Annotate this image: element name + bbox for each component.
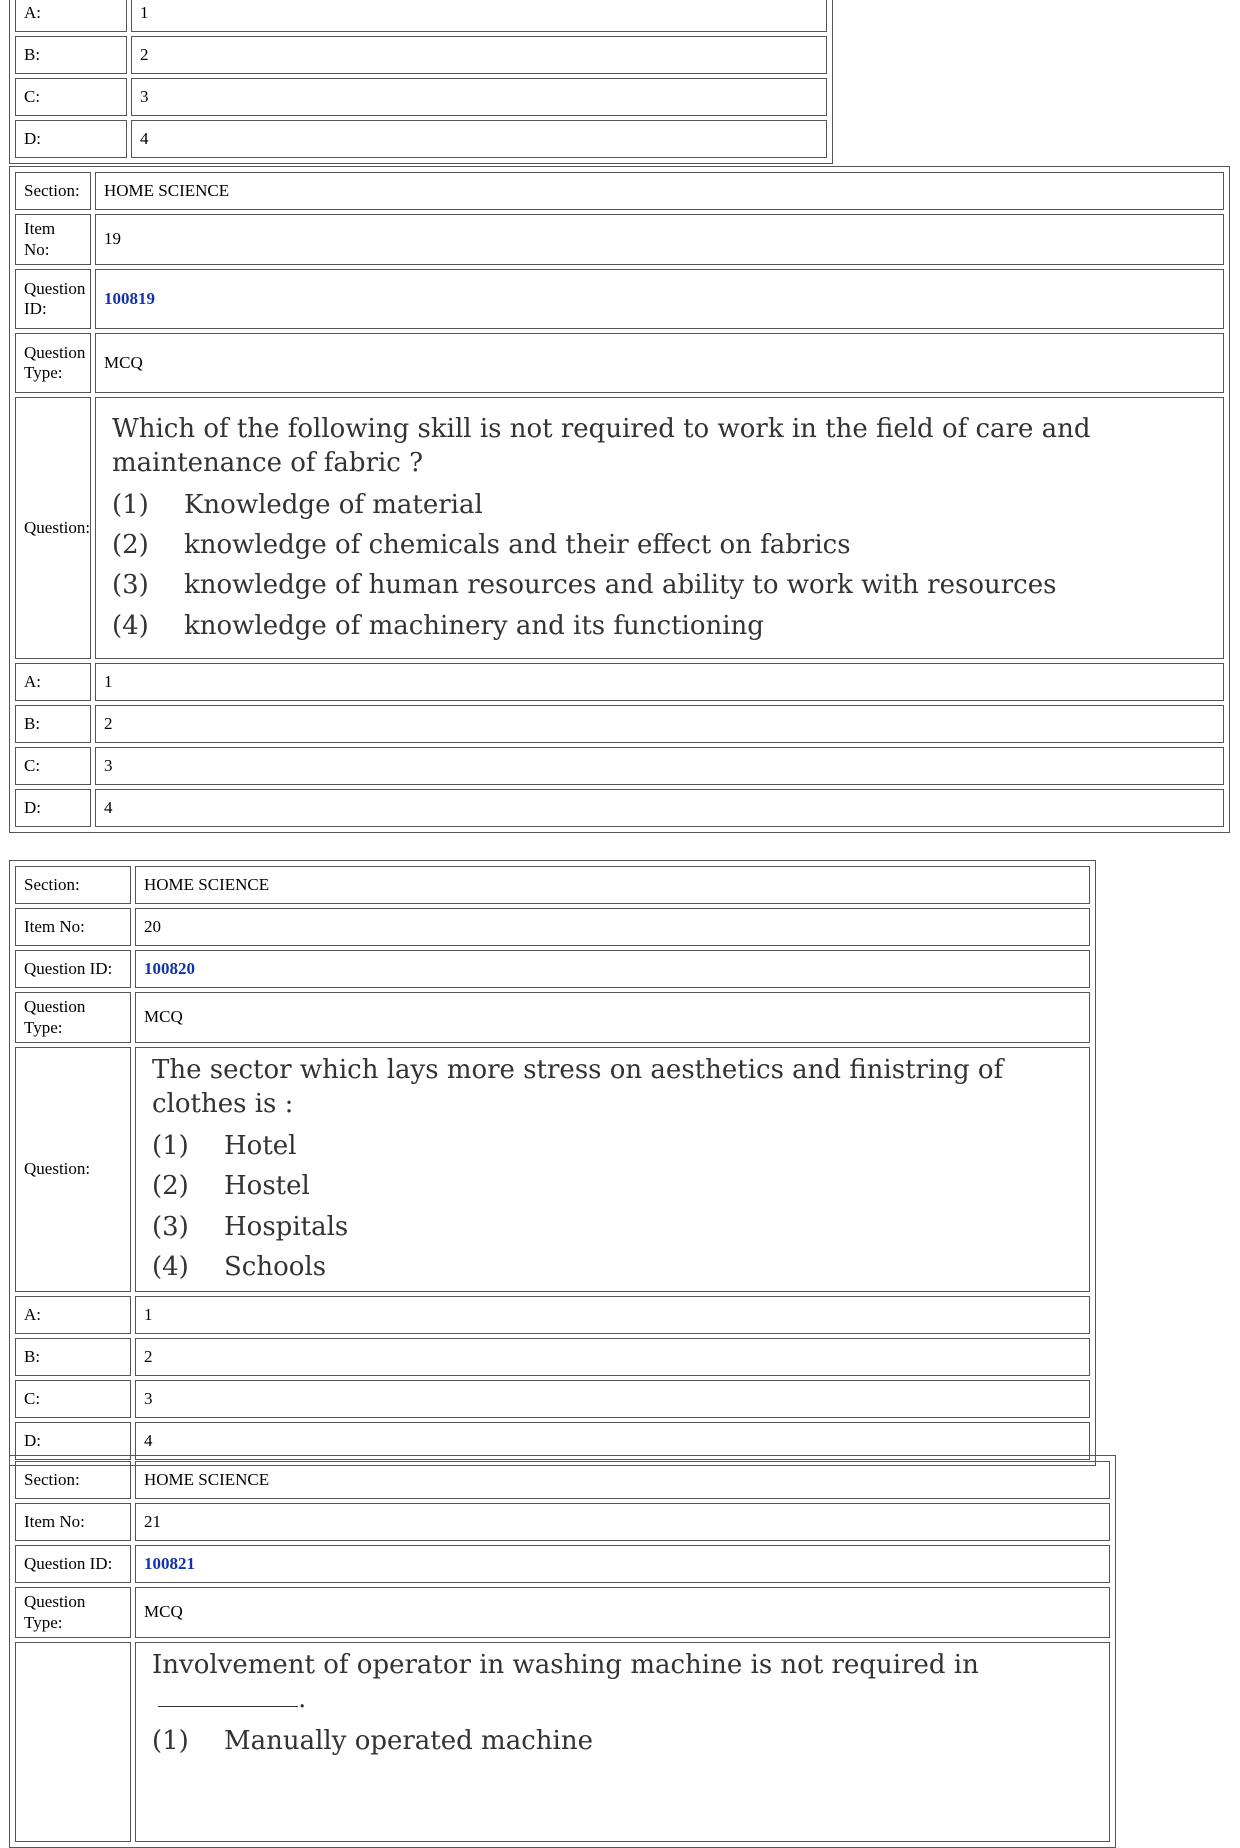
answer-c: 3 bbox=[95, 747, 1224, 785]
section-value: HOME SCIENCE bbox=[135, 866, 1090, 904]
item-no-value: 21 bbox=[135, 1503, 1110, 1541]
label-c: C: bbox=[15, 78, 127, 116]
question-body bbox=[95, 397, 1224, 659]
question-table-partial bbox=[9, 0, 833, 164]
option-4 bbox=[152, 1247, 1081, 1287]
question-table-20 bbox=[9, 860, 1096, 1466]
option-number: (1) bbox=[152, 1726, 189, 1757]
label-question-type: Question Type: bbox=[15, 1587, 131, 1638]
option-text: knowledge of machinery and its functioning bbox=[184, 610, 764, 641]
question-body bbox=[135, 1047, 1090, 1292]
label-item-no: Item No: bbox=[15, 214, 91, 265]
question-type-value: MCQ bbox=[135, 1587, 1110, 1638]
label-item-no: Item No: bbox=[15, 1503, 131, 1541]
label-d: D: bbox=[15, 120, 127, 158]
option-text: Knowledge of material bbox=[184, 489, 483, 520]
label-question-type: Question Type: bbox=[15, 333, 91, 393]
answer-blank bbox=[158, 1705, 298, 1707]
answer-c: 3 bbox=[135, 1380, 1090, 1418]
answer-a: 1 bbox=[131, 0, 827, 32]
option-1 bbox=[152, 1721, 1101, 1761]
answer-b: 2 bbox=[95, 705, 1224, 743]
label-d: D: bbox=[15, 1422, 131, 1460]
item-no-value: 19 bbox=[95, 214, 1224, 265]
label-a: A: bbox=[15, 0, 127, 32]
option-text: Schools bbox=[224, 1251, 327, 1282]
label-c: C: bbox=[15, 747, 91, 785]
answer-d: 4 bbox=[95, 789, 1224, 827]
label-b: B: bbox=[15, 1338, 131, 1376]
question-table-21 bbox=[9, 1455, 1116, 1848]
question-text: Which of the following skill is not required to work in the field of care and maintenance of fabric ? bbox=[112, 414, 1091, 478]
option-3 bbox=[112, 565, 1215, 605]
label-question-empty bbox=[15, 1642, 131, 1842]
answer-b: 2 bbox=[135, 1338, 1090, 1376]
option-number: (2) bbox=[152, 1171, 189, 1202]
option-text: knowledge of chemicals and their effect on fabrics bbox=[184, 529, 851, 560]
label-c: C: bbox=[15, 1380, 131, 1418]
answer-d: 4 bbox=[135, 1422, 1090, 1460]
label-question-id: Question ID: bbox=[15, 269, 91, 329]
option-1 bbox=[112, 485, 1215, 525]
label-d: D: bbox=[15, 789, 91, 827]
label-question-id: Question ID: bbox=[15, 1545, 131, 1583]
option-3 bbox=[152, 1207, 1081, 1247]
label-a: A: bbox=[15, 1296, 131, 1334]
label-section: Section: bbox=[15, 172, 91, 210]
label-question-id: Question ID: bbox=[15, 950, 131, 988]
question-text bbox=[152, 1649, 1101, 1717]
answer-a: 1 bbox=[95, 663, 1224, 701]
option-2 bbox=[152, 1166, 1081, 1206]
option-number: (4) bbox=[112, 610, 149, 641]
option-number: (2) bbox=[112, 529, 149, 560]
label-b: B: bbox=[15, 705, 91, 743]
label-item-no: Item No: bbox=[15, 908, 131, 946]
label-question-type: Question Type: bbox=[15, 992, 131, 1043]
label-section: Section: bbox=[15, 1461, 131, 1499]
label-a: A: bbox=[15, 663, 91, 701]
option-number: (1) bbox=[152, 1131, 189, 1162]
question-id-value: 100821 bbox=[135, 1545, 1110, 1583]
section-value: HOME SCIENCE bbox=[135, 1461, 1110, 1499]
option-text: Manually operated machine bbox=[224, 1726, 593, 1757]
option-text: Hostel bbox=[224, 1171, 310, 1202]
label-section: Section: bbox=[15, 866, 131, 904]
item-no-value: 20 bbox=[135, 908, 1090, 946]
label-b: B: bbox=[15, 36, 127, 74]
question-text: The sector which lays more stress on aesthetics and finistring of clothes is : bbox=[152, 1055, 1004, 1120]
label-question: Question: bbox=[15, 1047, 131, 1292]
question-type-value: MCQ bbox=[135, 992, 1090, 1043]
option-text: Hotel bbox=[224, 1131, 297, 1162]
option-4 bbox=[112, 606, 1215, 646]
option-1 bbox=[152, 1126, 1081, 1166]
answer-d: 4 bbox=[131, 120, 827, 158]
answer-a: 1 bbox=[135, 1296, 1090, 1334]
option-number: (1) bbox=[112, 489, 149, 520]
section-value: HOME SCIENCE bbox=[95, 172, 1224, 210]
question-table-19 bbox=[9, 166, 1230, 833]
option-text: Hospitals bbox=[224, 1211, 349, 1242]
question-id-value: 100819 bbox=[95, 269, 1224, 329]
option-text: knowledge of human resources and ability to work with resources bbox=[184, 570, 1057, 601]
question-id-value: 100820 bbox=[135, 950, 1090, 988]
option-number: (3) bbox=[112, 570, 149, 601]
question-text-main: Involvement of operator in washing machine is not required in bbox=[152, 1650, 979, 1681]
question-type-value: MCQ bbox=[95, 333, 1224, 393]
option-number: (4) bbox=[152, 1251, 189, 1282]
answer-c: 3 bbox=[131, 78, 827, 116]
question-text-end: . bbox=[298, 1684, 307, 1715]
option-number: (3) bbox=[152, 1211, 189, 1242]
option-2 bbox=[112, 525, 1215, 565]
answer-b: 2 bbox=[131, 36, 827, 74]
question-body bbox=[135, 1642, 1110, 1842]
label-question: Question: bbox=[15, 397, 91, 659]
